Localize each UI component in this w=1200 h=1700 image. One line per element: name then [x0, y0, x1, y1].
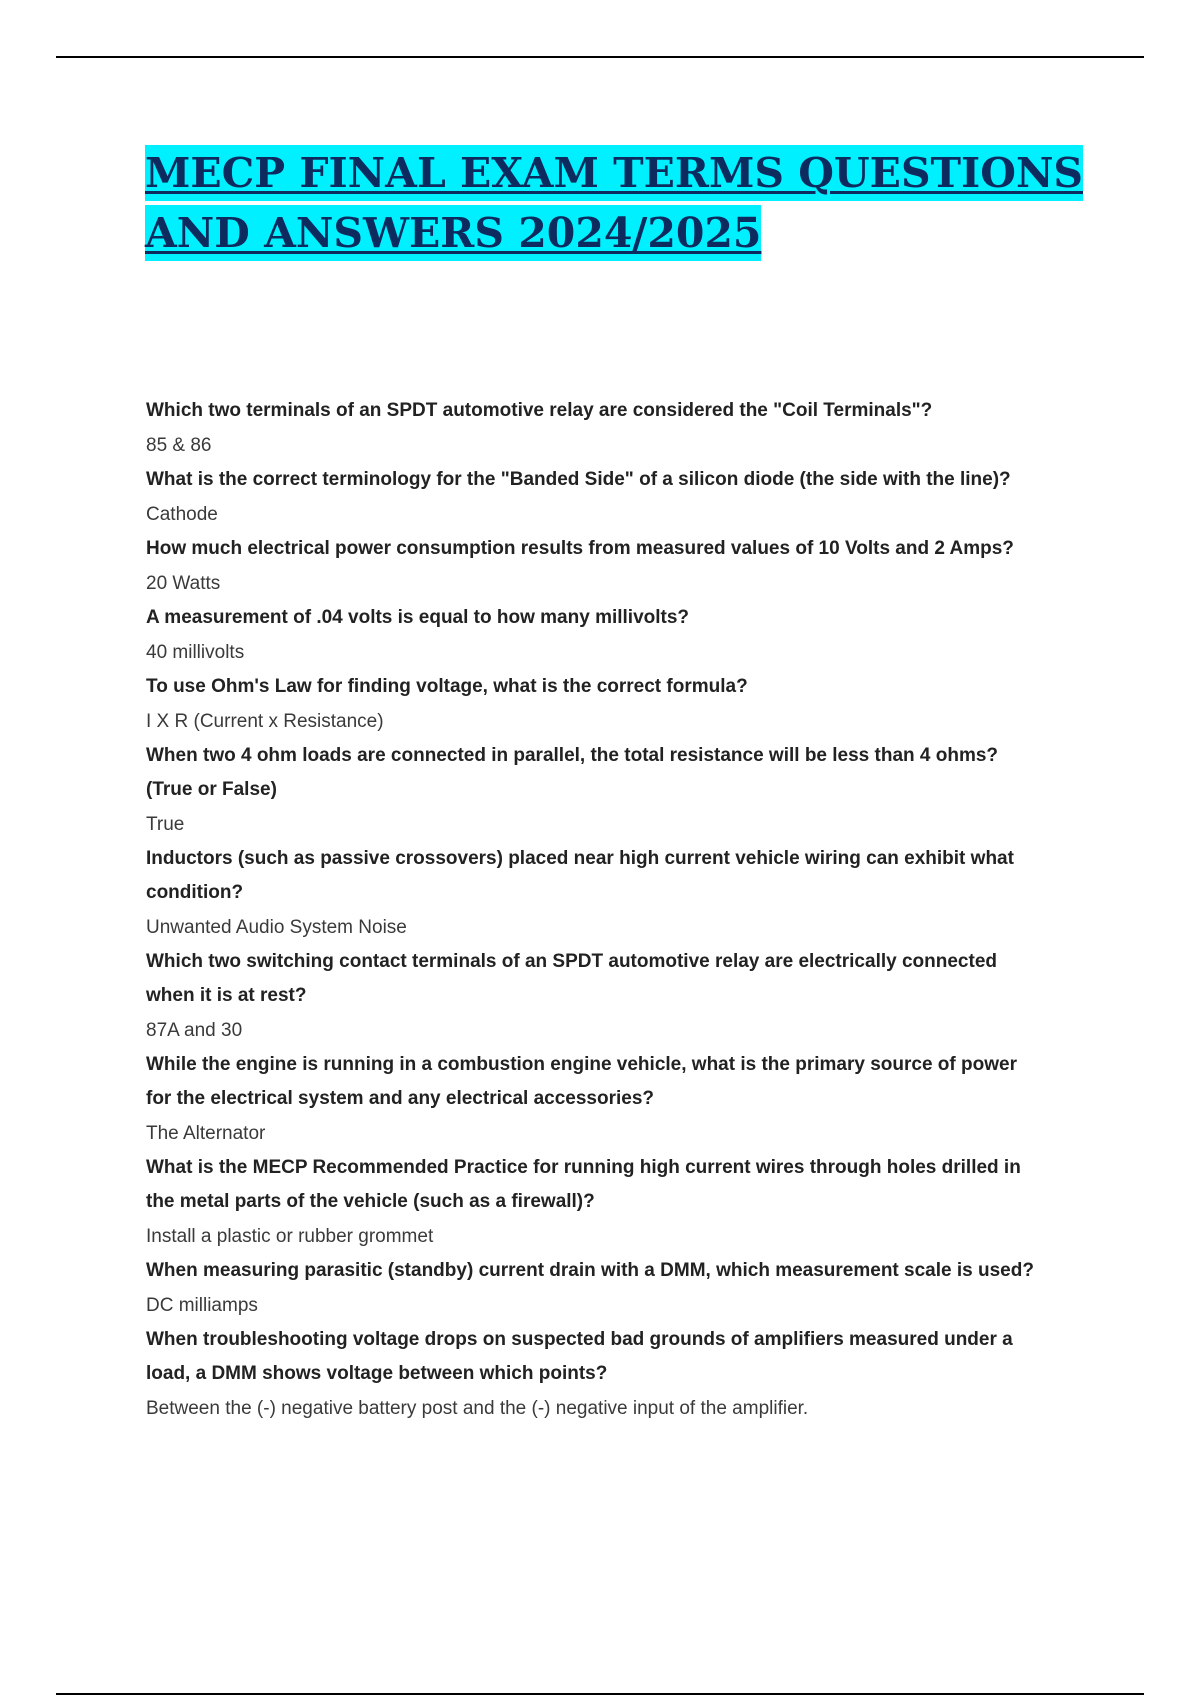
question	[146, 1151, 1106, 1219]
answer: Cathode	[146, 504, 218, 525]
question-line: when it is at rest?	[146, 985, 307, 1006]
question-line: When troubleshooting voltage drops on suspected bad grounds of amplifiers measured under a	[146, 1329, 1013, 1350]
bottom-rule	[56, 1693, 1144, 1695]
question	[146, 842, 1106, 910]
question-line: condition?	[146, 882, 244, 903]
question-line: When measuring parasitic (standby) current drain with a DMM, which measurement scale is used?	[146, 1260, 1034, 1281]
answer: 20 Watts	[146, 573, 221, 594]
question	[146, 1048, 1106, 1116]
title-line-2: AND ANSWERS 2024/2025	[145, 205, 761, 261]
answer: The Alternator	[146, 1123, 266, 1144]
answer: DC milliamps	[146, 1295, 258, 1316]
question	[146, 739, 1106, 807]
top-rule	[56, 56, 1144, 58]
answer: Between the (-) negative battery post and the (-) negative input of the amplifier.	[146, 1398, 809, 1419]
question-line: A measurement of .04 volts is equal to how many millivolts?	[146, 607, 690, 628]
answer: 40 millivolts	[146, 642, 245, 663]
title-line-1: MECP FINAL EXAM TERMS QUESTIONS	[145, 145, 1083, 201]
question-line: What is the MECP Recommended Practice for running high current wires through holes drilled in	[146, 1157, 1021, 1178]
question	[146, 945, 1106, 1013]
question	[146, 670, 1106, 704]
question	[146, 1323, 1106, 1391]
question-line: What is the correct terminology for the "Banded Side" of a silicon diode (the side with the line)?	[146, 469, 1011, 490]
answer: 85 & 86	[146, 435, 212, 456]
qa-list	[146, 394, 1106, 1426]
question-line: Inductors (such as passive crossovers) placed near high current vehicle wiring can exhibit what	[146, 848, 1014, 869]
question-line: (True or False)	[146, 779, 277, 800]
question	[146, 532, 1106, 566]
answer: True	[146, 814, 185, 835]
answer: I X R (Current x Resistance)	[146, 711, 384, 732]
answer: Unwanted Audio System Noise	[146, 917, 407, 938]
question-line: While the engine is running in a combustion engine vehicle, what is the primary source of power	[146, 1054, 1017, 1075]
question-line: the metal parts of the vehicle (such as a firewall)?	[146, 1191, 595, 1212]
question	[146, 601, 1106, 635]
answer: 87A and 30	[146, 1020, 243, 1041]
question-line: Which two terminals of an SPDT automotive relay are considered the "Coil Terminals"?	[146, 400, 933, 421]
question	[146, 394, 1106, 428]
question-line: To use Ohm's Law for finding voltage, what is the correct formula?	[146, 676, 748, 697]
question-line: load, a DMM shows voltage between which points?	[146, 1363, 608, 1384]
document-title	[145, 145, 1084, 265]
question	[146, 1254, 1106, 1288]
question-line: How much electrical power consumption results from measured values of 10 Volts and 2 Amps?	[146, 538, 1014, 559]
question-line: When two 4 ohm loads are connected in parallel, the total resistance will be less than 4 ohms?	[146, 745, 999, 766]
question	[146, 463, 1106, 497]
question-line: for the electrical system and any electrical accessories?	[146, 1088, 654, 1109]
question-line: Which two switching contact terminals of an SPDT automotive relay are electrically connected	[146, 951, 997, 972]
answer: Install a plastic or rubber grommet	[146, 1226, 434, 1247]
